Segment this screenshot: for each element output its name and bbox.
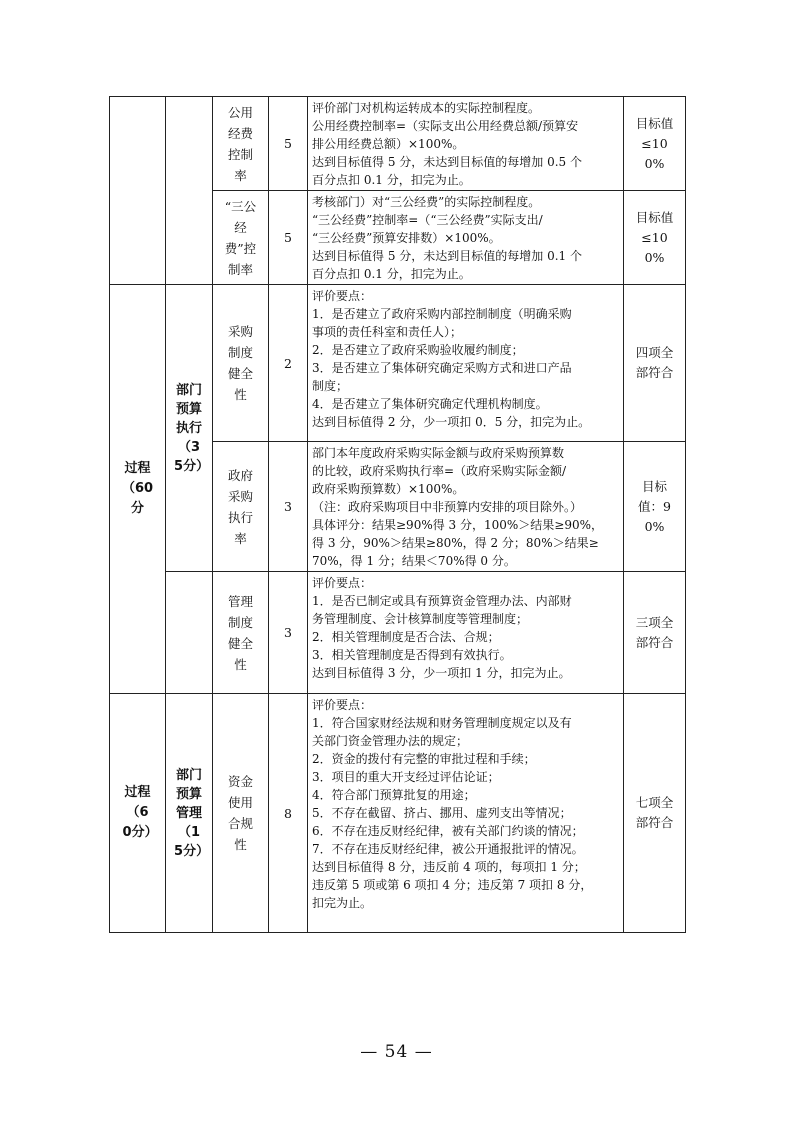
criteria-line: 政府采购预算数）×100%。 (312, 482, 465, 496)
criteria-line: 6．不存在违反财经纪律，被有关部门约谈的情况； (312, 824, 584, 838)
criteria-line: 部门本年度政府采购实际金额与政府采购预算数 (312, 446, 565, 460)
criteria-line: “三公经费”预算安排数）×100%。 (312, 231, 501, 245)
table-row (110, 572, 686, 694)
criteria-cell (308, 572, 624, 694)
criteria-line: 制度； (312, 379, 349, 393)
criteria-line: 百分点扣 0.1 分，扣完为止。 (312, 267, 471, 281)
target-cell: 三项全部符合 (624, 572, 686, 694)
target-cell: 七项全部符合 (624, 694, 686, 933)
criteria-line: 扣完为止。 (312, 896, 373, 910)
criteria-line: 达到目标值得 2 分，少一项扣 0．5 分，扣完为止。 (312, 415, 591, 429)
criteria-line: 1．是否已制定或具有预算资金管理办法、内部财 (312, 594, 572, 608)
score-cell: 8 (269, 694, 308, 933)
criteria-line: 评价要点： (312, 289, 373, 303)
criteria-line: 的比较，政府采购执行率=（政府采购实际金额/ (312, 464, 567, 478)
criteria-line: 评价要点： (312, 698, 373, 712)
indicator-cell: 政府采购执行率 (213, 442, 269, 572)
criteria-line: 4．是否建立了集体研究确定代理机构制度。 (312, 397, 548, 411)
criteria-line: 务管理制度、会计核算制度等管理制度； (312, 612, 529, 626)
score-cell: 2 (269, 285, 308, 442)
criteria-line: 3．是否建立了集体研究确定采购方式和进口产品 (312, 361, 572, 375)
criteria-line: 4．符合部门预算批复的用途； (312, 788, 476, 802)
criteria-line: 事项的责任科室和责任人）； (312, 325, 463, 339)
criteria-line: 达到目标值得 5 分，未达到目标值的每增加 0.5 个 (312, 155, 582, 169)
criteria-line: 1．是否建立了政府采购内部控制制度（明确采购 (312, 307, 572, 321)
criteria-line: 得 3 分，90%＞结果≥80%，得 2 分；80%＞结果≥ (312, 536, 599, 550)
criteria-line: 达到目标值得 8 分，违反前 4 项的，每项扣 1 分； (312, 860, 586, 874)
criteria-line: 2．相关管理制度是否合法、合规； (312, 630, 500, 644)
score-cell: 3 (269, 442, 308, 572)
table-row (110, 97, 686, 191)
criteria-line: 3．相关管理制度是否得到有效执行。 (312, 648, 512, 662)
target-cell: 四项全部符合 (624, 285, 686, 442)
level1-cell-empty (110, 97, 166, 285)
score-cell: 5 (269, 191, 308, 285)
indicator-cell: 公用经费控制率 (213, 97, 269, 191)
criteria-line: 达到目标值得 3 分，少一项扣 1 分，扣完为止。 (312, 666, 571, 680)
indicator-cell: 采购制度健全性 (213, 285, 269, 442)
criteria-line: 关部门资金管理办法的规定； (312, 734, 469, 748)
target-cell: 目标值≤100% (624, 97, 686, 191)
criteria-line: “三公经费”控制率=（“三公经费”实际支出/ (312, 213, 543, 227)
criteria-line: 具体评分：结果≥90%得 3 分，100%＞结果≥90%， (312, 518, 604, 532)
table-row (110, 285, 686, 442)
criteria-cell (308, 442, 624, 572)
criteria-line: 评价要点： (312, 576, 373, 590)
criteria-line: 5．不存在截留、挤占、挪用、虚列支出等情况； (312, 806, 572, 820)
criteria-line: 1．符合国家财经法规和财务管理制度规定以及有 (312, 716, 572, 730)
criteria-line: 2．是否建立了政府采购验收履约制度； (312, 343, 524, 357)
criteria-cell (308, 191, 624, 285)
level1-cell: 过程（60分） (110, 694, 166, 933)
level1-cell: 过程（60 分 (110, 285, 166, 694)
level2-cell: 部门预算管理（15分） (166, 694, 213, 933)
criteria-line: 3．项目的重大开支经过评估论证； (312, 770, 500, 784)
criteria-line: 排公用经费总额）×100%。 (312, 137, 465, 151)
page-number: — 54 — (360, 1042, 433, 1062)
criteria-line: 2．资金的拨付有完整的审批过程和手续； (312, 752, 536, 766)
level2-cell: 部门预算执行（35分） (166, 285, 213, 572)
target-cell: 目标值：90% (624, 442, 686, 572)
indicator-cell: “三公经费”控制率 (213, 191, 269, 285)
criteria-line: 达到目标值得 5 分，未达到目标值的每增加 0.1 个 (312, 249, 582, 263)
level2-cell-empty (166, 572, 213, 694)
criteria-cell (308, 694, 624, 933)
criteria-line: 违反第 5 项或第 6 项扣 4 分；违反第 7 项扣 8 分， (312, 878, 593, 892)
criteria-line: 评价部门对机构运转成本的实际控制程度。 (312, 101, 541, 115)
criteria-line: 公用经费控制率=（实际支出公用经费总额/预算安 (312, 119, 579, 133)
criteria-line: 70%，得 1 分；结果＜70%得 0 分。 (312, 554, 516, 568)
criteria-line: 考核部门）对“三公经费”的实际控制程度。 (312, 195, 541, 209)
criteria-line: （注：政府采购项目中非预算内安排的项目除外。） (312, 500, 583, 514)
criteria-line: 百分点扣 0.1 分，扣完为止。 (312, 173, 471, 187)
criteria-cell (308, 97, 624, 191)
evaluation-table (109, 96, 686, 933)
criteria-cell (308, 285, 624, 442)
score-cell: 5 (269, 97, 308, 191)
target-cell: 目标值≤100% (624, 191, 686, 285)
score-cell: 3 (269, 572, 308, 694)
table-row (110, 694, 686, 933)
criteria-line: 7．不存在违反财经纪律，被公开通报批评的情况。 (312, 842, 584, 856)
indicator-cell: 管理制度健全性 (213, 572, 269, 694)
level2-cell-empty (166, 97, 213, 285)
indicator-cell: 资金使用合规性 (213, 694, 269, 933)
